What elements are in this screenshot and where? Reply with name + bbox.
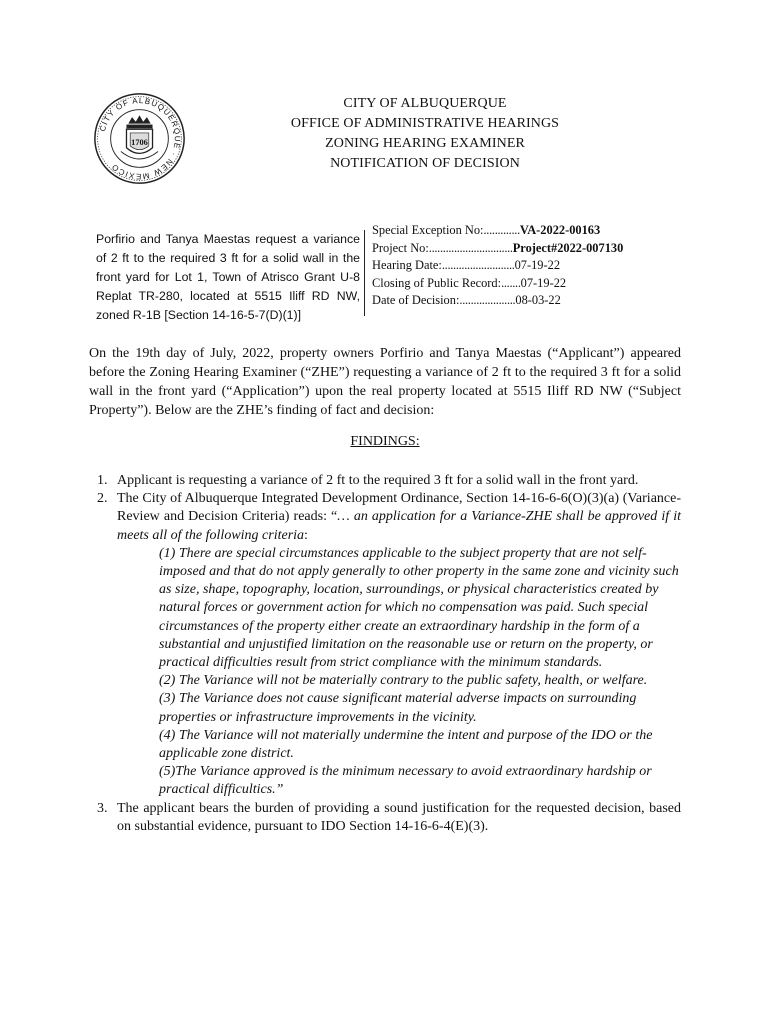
criterion-5: (5)The Variance approved is the minimum necessary to avoid extraordinary hardship or practical difficultics.” bbox=[159, 764, 652, 798]
case-metadata bbox=[372, 222, 672, 310]
meta-value: 07-19-22 bbox=[520, 275, 567, 290]
meta-leader-dots: .............................. bbox=[428, 240, 513, 255]
meta-label: Project No: bbox=[372, 240, 429, 255]
finding-quote-lead: … an application for a Variance-ZHE shall be approved if it meets all of the following criteria bbox=[117, 509, 681, 543]
finding-item-1 bbox=[89, 472, 681, 490]
meta-row bbox=[372, 292, 672, 310]
criterion-3: (3) The Variance does not cause significant material adverse impacts on surrounding properties or infrastructure improvements in the vicinity. bbox=[159, 691, 637, 725]
meta-row bbox=[372, 240, 672, 258]
finding-text: The City of Albuquerque Integrated Development Ordinance, Section 14-16-6-6(O)(3)(a) (Variance-Review and Decision Criteria) reads: “ bbox=[117, 491, 681, 525]
criteria-quote bbox=[117, 545, 681, 800]
finding-number: 3. bbox=[97, 800, 108, 816]
meta-leader-dots: ............. bbox=[483, 223, 520, 237]
meta-label: Special Exception No: bbox=[372, 223, 484, 237]
header-city: CITY OF ALBUQUERQUE bbox=[343, 96, 507, 111]
header-office: OFFICE OF ADMINISTRATIVE HEARINGS bbox=[290, 116, 560, 131]
finding-item-2 bbox=[89, 490, 681, 799]
meta-value: VA-2022-00163 bbox=[519, 223, 601, 237]
criterion-4: (4) The Variance will not materially undermine the intent and purpose of the IDO or the applicable zone district. bbox=[159, 727, 653, 762]
finding-number: 2. bbox=[97, 491, 108, 507]
finding-number: 1. bbox=[97, 473, 108, 488]
meta-row bbox=[372, 222, 672, 240]
finding-text: The applicant bears the burden of providing a sound justification for the requested decision, based on substantial evidence, pursuant to IDO Section 14-16-6-4(E)(3). bbox=[117, 800, 681, 834]
intro-paragraph: On the 19th day of July, 2022, property owners Porfirio and Tanya Maestas (“Applicant”) appeared before the Zoning Hearing Examiner (“ZHE”) requesting a variance of 2 ft to the required 3 ft for a solid wall in the front yard (“Application”) upon the real property located at 5515 Iliff RD NW (“Subject Property”). Below are the ZHE’s finding of fact and decision: bbox=[89, 346, 681, 418]
case-caption: Porfirio and Tanya Maestas request a variance of 2 ft to the required 3 ft for a solid wall in the front yard for Lot 1, Town of Atrisco Grant U-8 Replat TR-280, located at 5515 Iliff RD NW, zoned R-1B [Section 14-16-5-7(D)(1)] bbox=[96, 230, 365, 316]
meta-label: Hearing Date: bbox=[372, 258, 442, 272]
meta-leader-dots: .......................... bbox=[441, 258, 515, 272]
finding-text: Applicant is requesting a variance of 2 ft to the required 3 ft for a solid wall in the front yard. bbox=[117, 473, 639, 488]
criterion-1: (1) There are special circumstances applicable to the subject property that are not self-imposed and that do not apply generally to other property in the same zone and vicinity such as size, shape, topography, location, surroundings, or physical characteristics created by natural forces or government action for which no compensation was paid. Such special circumstances of the property either create an extraordinary hardship in the form of a substantial and unjustified limitation on the reasonable use or return on the property, or practical difficulties result from strict compliance with the minimum standards. bbox=[159, 545, 679, 671]
seal-year: 1706 bbox=[131, 138, 148, 148]
document-header bbox=[240, 94, 610, 174]
meta-leader-dots: ....... bbox=[501, 275, 521, 290]
criterion-2: (2) The Variance will not be materially contrary to the public safety, health, or welfare. bbox=[159, 673, 648, 689]
findings-list bbox=[89, 472, 681, 836]
meta-value: 07-19-22 bbox=[514, 258, 561, 272]
finding-text-end: : bbox=[304, 527, 308, 543]
meta-value: 08-03-22 bbox=[515, 293, 561, 307]
findings-heading: FINDINGS: bbox=[350, 434, 420, 449]
meta-row bbox=[372, 257, 672, 275]
city-seal-icon bbox=[93, 92, 186, 185]
header-examiner: ZONING HEARING EXAMINER bbox=[325, 136, 525, 151]
meta-leader-dots: .................... bbox=[459, 293, 516, 307]
header-notification: NOTIFICATION OF DECISION bbox=[330, 156, 520, 171]
meta-label: Date of Decision: bbox=[372, 293, 460, 307]
meta-row bbox=[372, 275, 672, 293]
finding-item-3 bbox=[89, 800, 681, 836]
seal-ring-text: CITY OF ALBUQUERQUE · NEW MEXICO bbox=[97, 96, 182, 181]
meta-label: Closing of Public Record: bbox=[372, 275, 502, 290]
meta-value: Project#2022-007130 bbox=[512, 240, 624, 255]
